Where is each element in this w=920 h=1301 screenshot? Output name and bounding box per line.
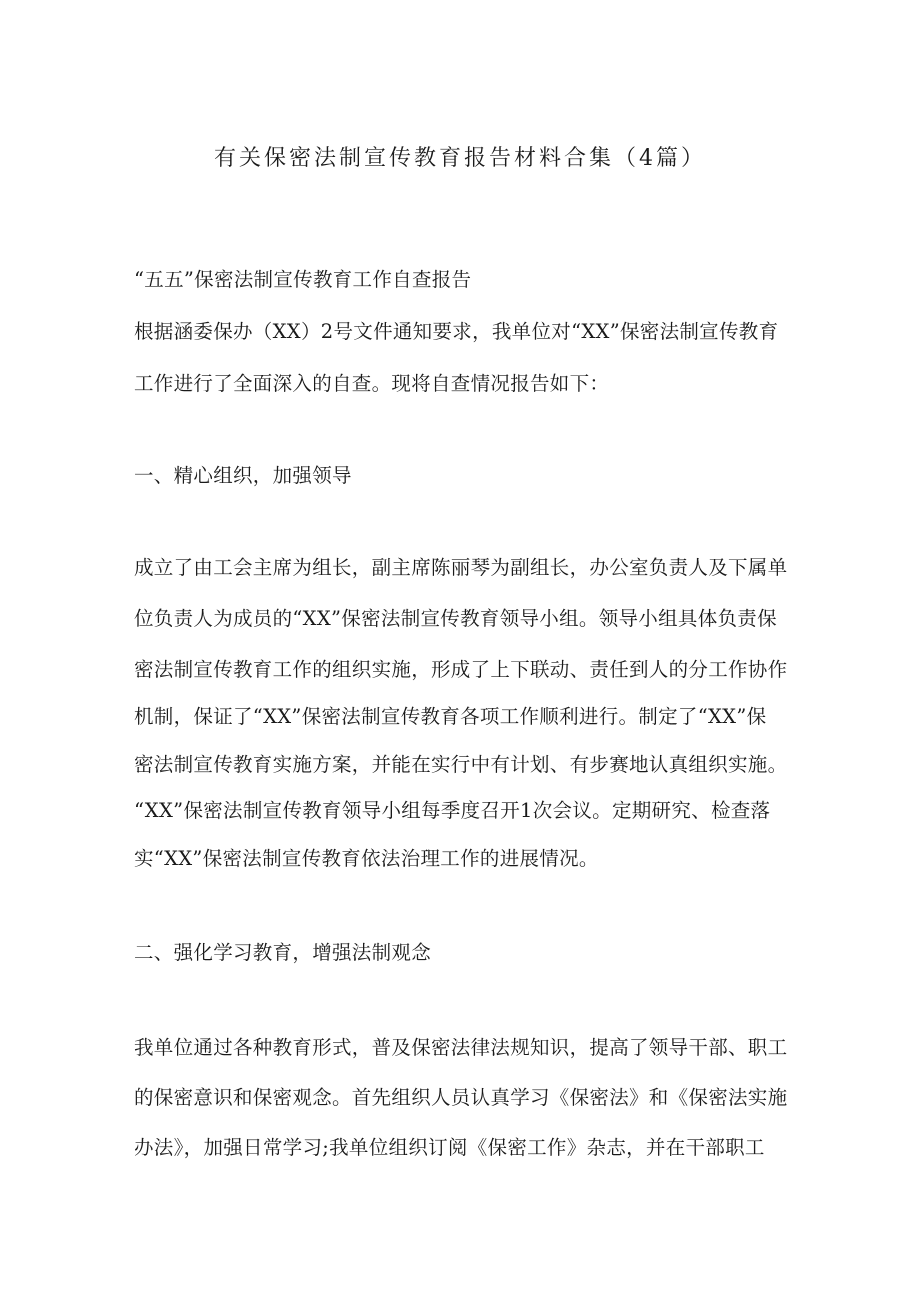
intro-line: 根据涵委保办（XX）2号文件通知要求，我单位对“XX”保密法制宣传教育 [134,320,779,343]
paragraph-line: 位负责人为成员的“XX”保密法制宣传教育领导小组。领导小组具体负责保 [134,607,777,630]
paragraph-line: 密法制宣传教育工作的组织实施，形成了上下联动、责任到人的分工作协作 [134,658,788,681]
section-heading-1: 一、精心组织，加强领导 [134,464,352,487]
paragraph-line: 机制，保证了“XX”保密法制宣传教育各项工作顺利进行。制定了“XX”保 [134,705,767,728]
report-heading: “五五”保密法制宣传教育工作自查报告 [134,268,472,291]
section-heading-2: 二、强化学习教育，增强法制观念 [134,941,432,964]
paragraph-line: 的保密意识和保密观念。首先组织人员认真学习《保密法》和《保密法实施 [134,1086,788,1109]
document-title: 有关保密法制宣传教育报告材料合集（4篇） [214,146,706,171]
paragraph-line: 实“XX”保密法制宣传教育依法治理工作的进展情况。 [134,847,599,870]
paragraph-line: 我单位通过各种教育形式，普及保密法律法规知识，提高了领导干部、职工 [134,1036,788,1059]
paragraph-line: “XX”保密法制宣传教育领导小组每季度召开1次会议。定期研究、检查落 [134,799,771,822]
paragraph-line: 成立了由工会主席为组长，副主席陈丽琴为副组长，办公室负责人及下属单 [134,556,788,579]
paragraph-line: 办法》，加强日常学习;我单位组织订阅《保密工作》杂志，并在干部职工 [134,1136,765,1159]
paragraph-line: 密法制宣传教育实施方案，并能在实行中有计划、有步赛地认真组织实施。 [134,753,788,776]
intro-line: 工作进行了全面深入的自查。现将自查情况报告如下： [134,372,610,395]
